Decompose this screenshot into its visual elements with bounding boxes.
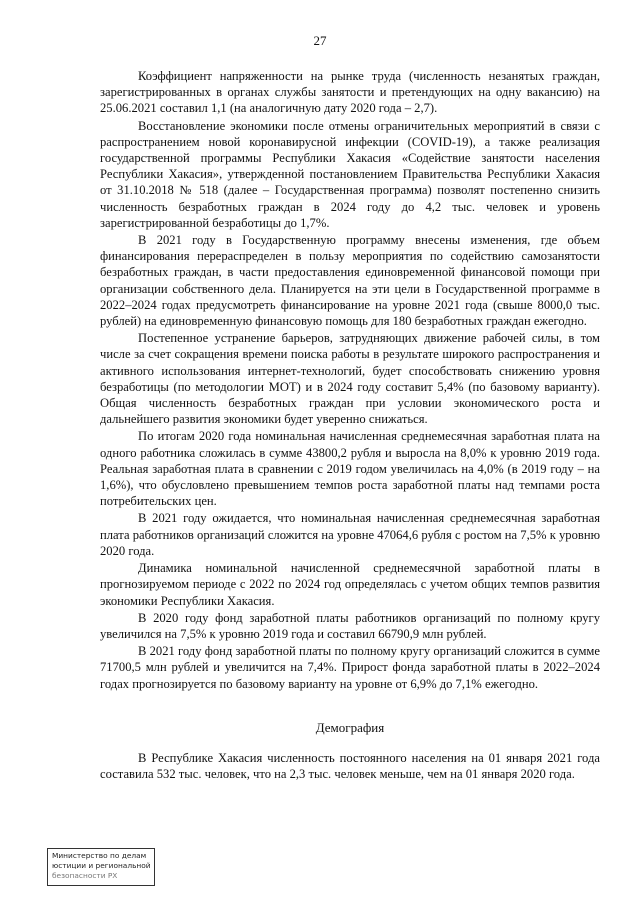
paragraph-wage-fund-2020: В 2020 году фонд заработной платы работников организаций по полному кругу увеличился на 7,5% к уровню 2019 года и составил 66790,9 млн рублей. [100,610,600,641]
document-body [100,68,600,783]
paragraph-wage-fund-2021: В 2021 году фонд заработной платы по полному кругу организаций сложится в сумме 71700,5 млн рублей и увеличится на 7,4%. Прирост фонда заработной платы в 2022–2024 годах прогнозируется по базовому варианту на уровне от 6,9% до 7,1% ежегодно. [100,644,600,691]
paragraph-population: В Республике Хакасия численность постоянного населения на 01 января 2021 года составила 532 тыс. человек, что на 2,3 тыс. человек меньше, чем на 01 января 2020 года. [100,750,600,782]
stamp-line: юстиции и региональной [52,861,151,870]
section-heading: Демография [315,719,385,735]
page-number: 27 [313,33,327,48]
stamp-line: Министерство по делам [52,851,147,860]
paragraph-wages-2020: По итогам 2020 года номинальная начисленная среднемесячная заработная плата на одного работника сложилась в сумме 43800,2 рубля и выросла на 8,0% к уровню 2019 года. Реальная заработная плата в сравнении с 2019 годом увеличилась на 4,0% (в 2019 году – на 1,6%), что обусловлено превышением темпов роста заработной платы над темпами роста потребительских цен. [100,429,600,509]
paragraph-wage-dynamics: Динамика номинальной начисленной среднемесячной заработной платы в прогнозируемом периоде с 2022 по 2024 год определялась с учетом общих темпов развития экономики Республики Хакасия. [100,561,600,608]
paragraph-economy-recovery: Восстановление экономики после отмены ограничительных мероприятий в связи с распространением новой коронавирусной инфекции (COVID-19), а также реализация государственной программы Республики Хакасия «Содействие занятости населения Республики Хакасия», утвержденной постановлением Правительства Республики Хакасия от 31.10.2018 № 518 (далее – Государственная программа) позволят постепенно снизить численность безработных граждан в 2024 году до 4,2 тыс. человек и уровень зарегистрированной безработицы до 1,7%. [100,118,600,230]
paragraph-labor-tension: Коэффициент напряженности на рынке труда (численность незанятых граждан, зарегистрированных в органах службы занятости и претендующих на одну вакансию) на 25.06.2021 составил 1,1 (на аналогичную дату 2020 года – 2,7). [100,69,600,116]
paragraph-barriers: Постепенное устранение барьеров, затрудняющих движение рабочей силы, в том числе за счет сокращения времени поиска работы в результате широкого распространения и активного использования интернет-технологий, будет способствовать снижению уровня безработицы (по методологии МОТ) и в 2024 году составит 5,4% (по базовому варианту). Общая численность безработных граждан при условии экономического роста и дальнейшего развития экономики будет уверенно снижаться. [100,331,600,427]
registration-stamp [47,848,155,886]
paragraph-wages-2021: В 2021 году ожидается, что номинальная начисленная среднемесячная заработная плата работников организаций сложится на уровне 47064,6 рубля с ростом на 7,5% к уровню 2020 года. [100,511,600,558]
paragraph-program-changes: В 2021 году в Государственную программу внесены изменения, где объем финансирования перераспределен в пользу мероприятия по содействию самозанятости безработных граждан, в части предоставления единовременной финансовой помощи при организации собственного дела. Планируется на эти цели в Государственной программе в 2022–2024 годах предусмотреть финансирование на уровне 2021 года (свыше 8000,0 тыс. рублей) на единовременную финансовую помощь для 180 безработных граждан ежегодно. [100,233,600,329]
stamp-line: безопасности РХ [52,871,118,880]
